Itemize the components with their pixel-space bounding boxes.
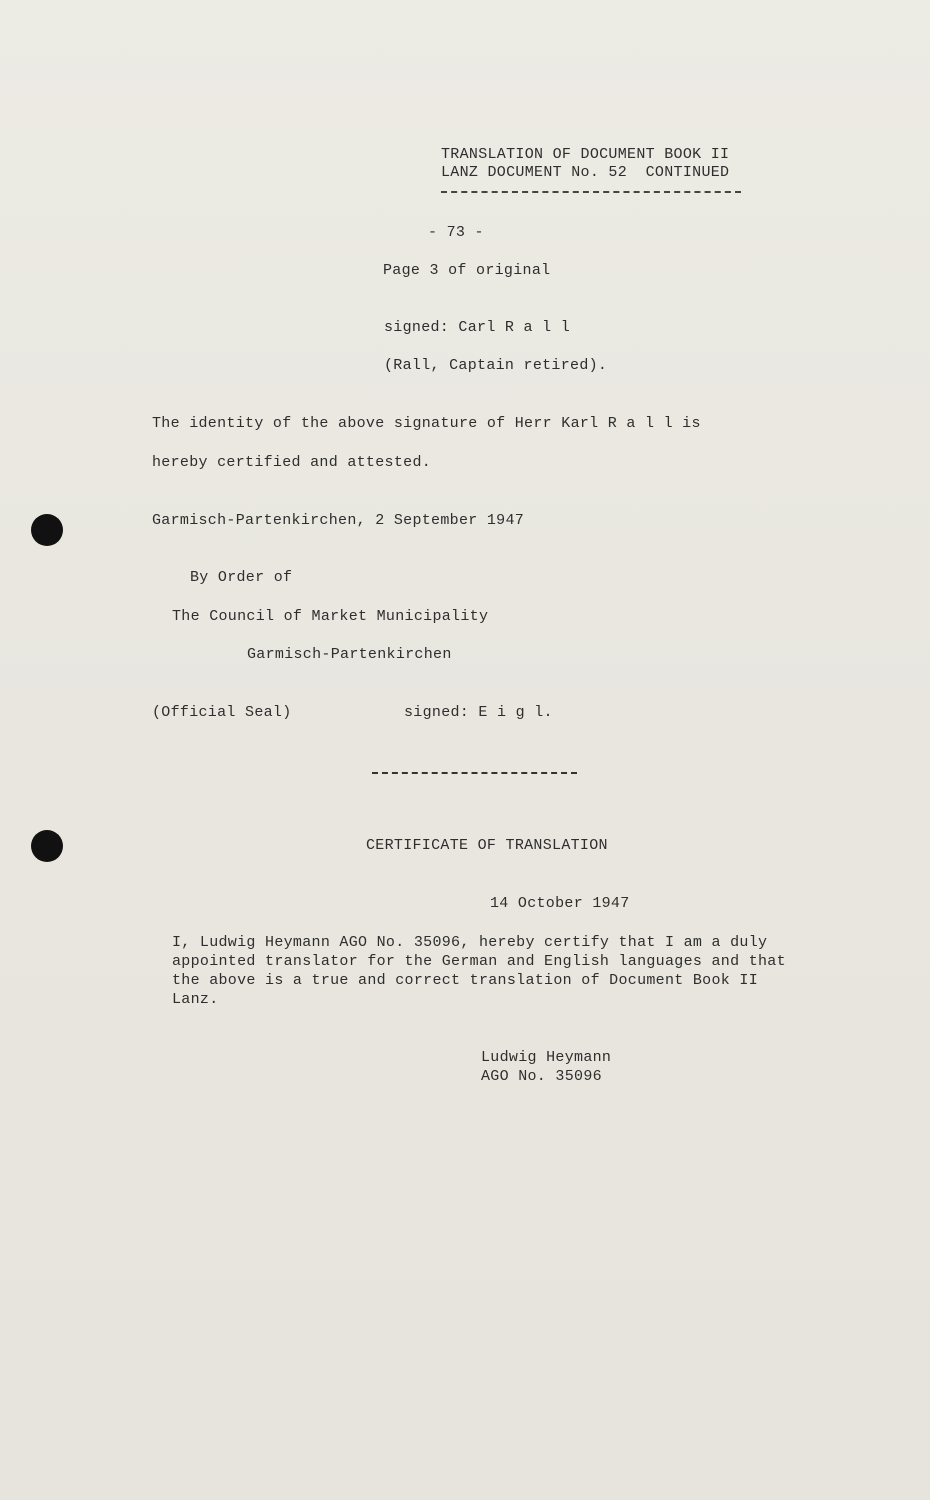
punch-hole-upper — [31, 514, 63, 546]
certificate-body-line-4: Lanz. — [172, 991, 219, 1008]
rall-title: (Rall, Captain retired). — [384, 357, 608, 374]
signer-name: Ludwig Heymann — [481, 1049, 612, 1066]
punch-hole-lower — [31, 830, 63, 862]
header-line-2: LANZ DOCUMENT No. 52 CONTINUED — [441, 164, 730, 181]
certification-line-2: hereby certified and attested. — [152, 454, 432, 471]
signed-carl-rall: signed: Carl R a l l — [384, 319, 571, 336]
certificate-body-line-2: appointed translator for the German and English languages and that — [172, 953, 786, 970]
official-seal-label: (Official Seal) — [152, 704, 292, 721]
by-order-line-3: Garmisch-Partenkirchen — [247, 646, 452, 663]
certificate-date: 14 October 1947 — [490, 895, 630, 912]
header-line-1: TRANSLATION OF DOCUMENT BOOK II — [441, 146, 730, 163]
certificate-body-line-3: the above is a true and correct translation of Document Book II — [172, 972, 758, 989]
place-date: Garmisch-Partenkirchen, 2 September 1947 — [152, 512, 525, 529]
signed-eigl: signed: E i g l. — [404, 704, 553, 721]
certificate-body-line-1: I, Ludwig Heymann AGO No. 35096, hereby certify that I am a duly — [172, 934, 768, 951]
certificate-title: CERTIFICATE OF TRANSLATION — [366, 837, 608, 854]
page-number: - 73 - — [428, 224, 484, 241]
by-order-line-2: The Council of Market Municipality — [172, 608, 489, 625]
certification-line-1: The identity of the above signature of Herr Karl R a l l is — [152, 415, 701, 432]
signer-ago: AGO No. 35096 — [481, 1068, 602, 1085]
section-divider — [372, 772, 577, 774]
header-underline — [441, 191, 741, 193]
original-page-note: Page 3 of original — [383, 262, 551, 279]
by-order-line-1: By Order of — [190, 569, 293, 586]
